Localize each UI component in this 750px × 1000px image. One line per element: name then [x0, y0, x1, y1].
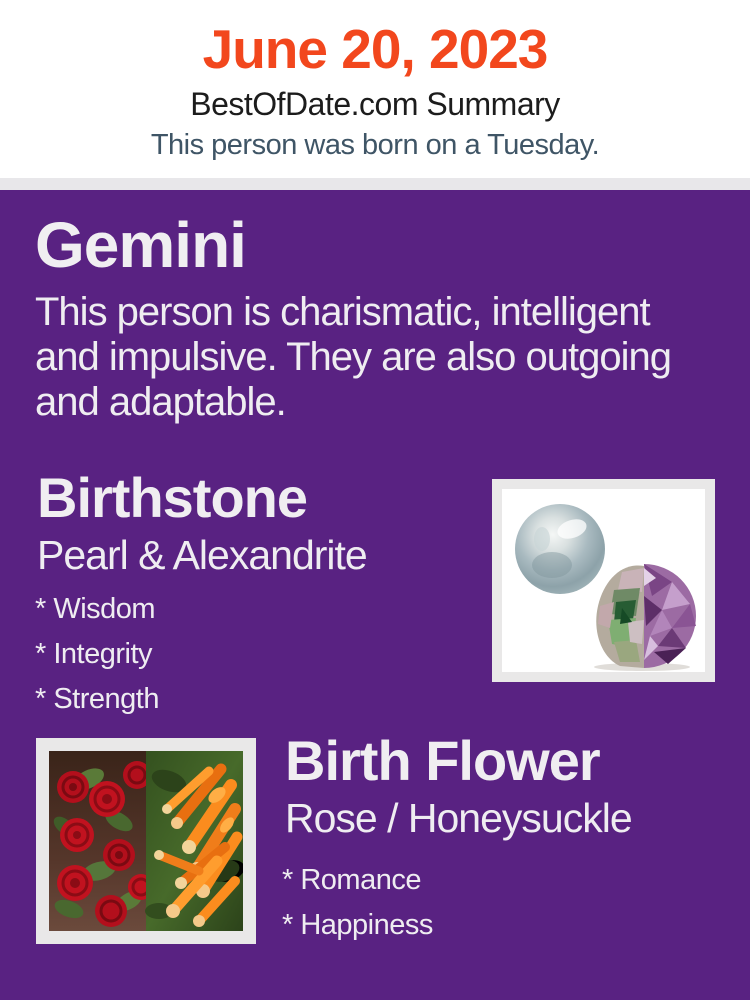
pearl-alexandrite-illustration — [502, 489, 705, 672]
zodiac-description: This person is charismatic, intelligent and impulsive. They are also outgoing and adaptable. — [35, 290, 672, 424]
birthstone-trait-list — [35, 587, 487, 722]
main-panel — [0, 190, 750, 1000]
zodiac-sign-heading: Gemini — [35, 209, 246, 281]
birth-flower-trait-list — [282, 858, 745, 948]
birthstone-names: Pearl & Alexandrite — [37, 532, 367, 578]
birthstone-photo — [492, 479, 715, 682]
honeysuckle-half — [145, 751, 243, 931]
birthstone-trait: * Wisdom — [35, 593, 156, 625]
birthstone-section — [37, 467, 487, 722]
birth-flower-trait: * Happiness — [282, 909, 433, 941]
birth-flower-photo — [36, 738, 256, 944]
site-summary-title: BestOfDate.com Summary — [190, 86, 560, 122]
birth-flower-heading: Birth Flower — [285, 729, 600, 792]
weekday-text: This person was born on a Tuesday. — [150, 129, 600, 161]
birthstone-trait: * Integrity — [35, 638, 152, 670]
header — [0, 0, 750, 178]
birthstone-trait: * Strength — [35, 683, 159, 715]
divider-strip — [0, 178, 750, 190]
birth-flower-trait: * Romance — [282, 864, 421, 896]
birth-flower-names: Rose / Honeysuckle — [285, 795, 632, 841]
birth-flower-photo-image — [49, 751, 243, 931]
birthstone-photo-image — [502, 489, 705, 672]
page-title-date: June 20, 2023 — [202, 18, 548, 80]
birthstone-heading: Birthstone — [37, 466, 307, 529]
birth-flower-section — [282, 729, 745, 948]
roses-half — [49, 751, 154, 931]
rose-honeysuckle-illustration — [49, 751, 243, 931]
